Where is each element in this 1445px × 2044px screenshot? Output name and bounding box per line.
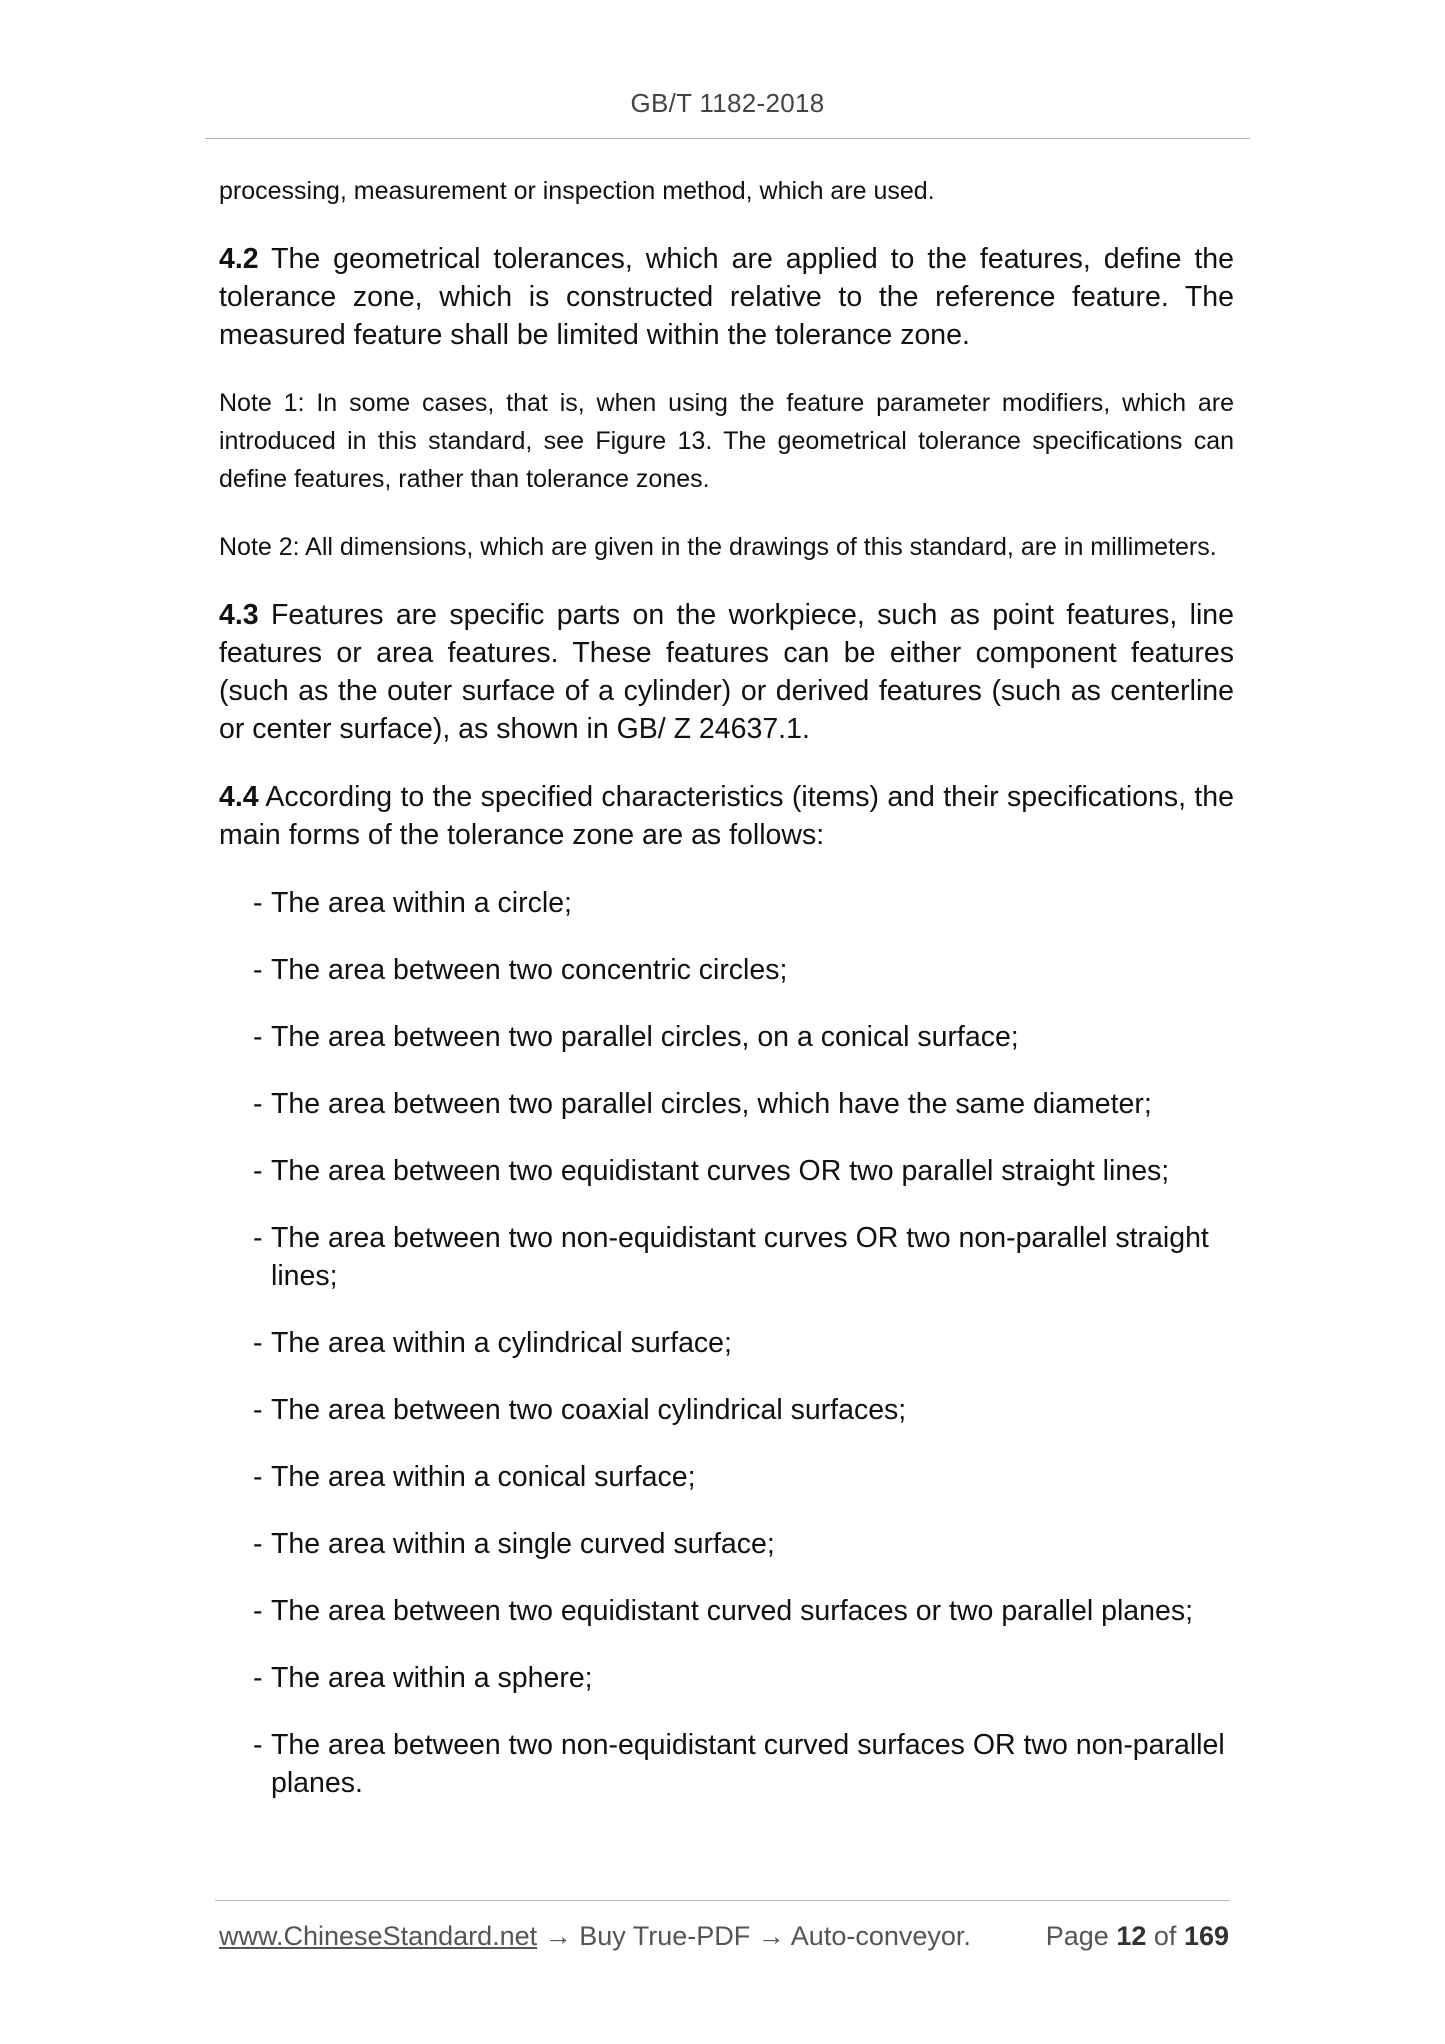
- clause-text: According to the specified characteristics (items) and their specifications, the main forms of the tolerance zone are as follows:: [219, 781, 1234, 851]
- page-header: GB/T 1182-2018: [630, 88, 825, 118]
- clause-4-2: [219, 240, 1234, 354]
- clause-4-3: [219, 596, 1234, 748]
- arrow-icon: →: [757, 1921, 785, 1951]
- list-item: - The area within a circle;: [253, 887, 572, 919]
- list-item: - The area between two equidistant curves OR two parallel straight lines;: [253, 1155, 1170, 1187]
- list-item: - The area between two non-equidistant curves OR two non-parallel straight lines;: [253, 1222, 1209, 1292]
- clause-number: 4.2: [219, 243, 259, 275]
- clause-number: 4.3: [219, 599, 259, 631]
- website-link[interactable]: www.ChineseStandard.net: [219, 1921, 538, 1951]
- total-pages: 169: [1183, 1921, 1229, 1951]
- header-divider: [205, 138, 1250, 139]
- page-footer: [219, 1921, 1229, 1952]
- page-content: [219, 172, 1234, 1831]
- list-item: - The area between two parallel circles, on a conical surface;: [253, 1021, 1019, 1053]
- note-2: Note 2: All dimensions, which are given in the drawings of this standard, are in millimeters.: [219, 533, 1217, 561]
- clause-text: The geometrical tolerances, which are applied to the features, define the tolerance zone, which is constructed relative to the reference feature. The measured feature shall be limited within the tolerance zone.: [219, 243, 1235, 351]
- list-item: - The area within a cylindrical surface;: [253, 1327, 732, 1359]
- buy-true-pdf-text: Buy True-PDF: [579, 1921, 751, 1951]
- continuation-text: processing, measurement or inspection method, which are used.: [219, 177, 935, 205]
- clause-text: Features are specific parts on the workpiece, such as point features, line features or area features. These features can be either component features (such as the outer surface of a cylinder) or derived features (such as centerline or center surface), as shown in GB/ Z 24637.1.: [219, 599, 1235, 745]
- auto-conveyor-text: Auto-conveyor.: [790, 1921, 971, 1951]
- list-item: - The area between two equidistant curved surfaces or two parallel planes;: [253, 1595, 1194, 1627]
- list-item: - The area between two non-equidistant curved surfaces OR two non-parallel planes.: [253, 1729, 1225, 1799]
- footer-divider: [215, 1900, 1230, 1901]
- arrow-icon: →: [544, 1921, 572, 1951]
- current-page: 12: [1116, 1921, 1147, 1951]
- list-item: - The area between two concentric circles;: [253, 954, 788, 986]
- list-item: - The area within a sphere;: [253, 1662, 593, 1694]
- list-item: - The area between two coaxial cylindrical surfaces;: [253, 1394, 907, 1426]
- tolerance-zone-list: [219, 884, 1234, 1802]
- list-item: - The area within a conical surface;: [253, 1461, 696, 1493]
- clause-4-4: [219, 778, 1234, 854]
- list-item: - The area within a single curved surface;: [253, 1528, 775, 1560]
- list-item: - The area between two parallel circles, which have the same diameter;: [253, 1088, 1152, 1120]
- note-1: Note 1: In some cases, that is, when using the feature parameter modifiers, which are introduced in this standard, see Figure 13. The geometrical tolerance specifications can define features, rather than tolerance zones.: [219, 389, 1234, 493]
- clause-number: 4.4: [219, 781, 259, 813]
- page-number: Page 12 of 169: [1045, 1921, 1229, 1951]
